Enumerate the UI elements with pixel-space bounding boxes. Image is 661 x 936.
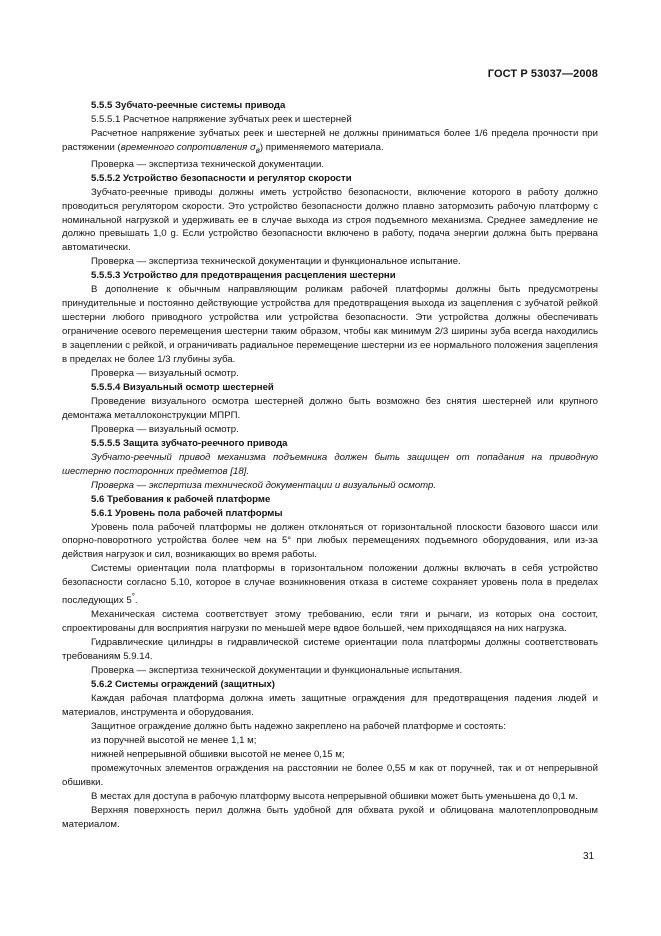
- check-note: Проверка — визуальный осмотр.: [91, 368, 239, 380]
- heading-5-6-1: 5.6.1 Уровень пола рабочей платформы: [91, 507, 283, 519]
- list-item: из поручней высотой не менее 1,1 м;: [91, 734, 257, 746]
- check-note: Проверка — визуальный осмотр.: [91, 423, 239, 435]
- paragraph: Механическая система соответствует этому требованию, если тяги и рычаги, из которых она состоит, спроектированы для восприятия нагрузки по меньшей мере вдвое большей, чем приходящаяся на них нагрузка.: [62, 609, 598, 635]
- paragraph: Зубчато-реечный привод механизма подъемника должен быть защищен от попадания на приводную шестерню посторонних предметов [18].: [62, 451, 598, 477]
- list-item: промежуточных элементов ограждения на расстоянии не более 0,55 м как от поручней, так и от непрерывной обшивки.: [62, 762, 598, 788]
- paragraph: Защитное ограждение должно быть надежно закреплено на рабочей платформе и состоять:: [91, 721, 506, 733]
- paragraph: Зубчато-реечные приводы должны иметь устройство безопасности, включение которого в работу должно проводиться регулятором скорости. Это устройство безопасности должно плавно затормозить рабочую платформу с номинальной нагрузкой и удерживать ее в случае выхода из строя подъемного механизма. Среднее замедление не должно превышать 1,0 g. Если устройство безопасности включено в работу, подача энергии должна быть прервана автоматически.: [62, 186, 598, 254]
- paragraph: Расчетное напряжение зубчатых реек и шестерней не должны приниматься более 1/6 предела прочности при растяжении (временного сопротивления $\sigma_в$) применяемого материала.: [62, 127, 598, 155]
- paragraph: В дополнение к обычным направляющим роликам рабочей платформы должны быть предусмотрены принудительные и постоянно действующие устройства для предотвращения выхода из зацепления с зубчатой рейкой шестерни любого приводного устройства или устройства безопасности. Эти устройства должны обеспечивать ограничение осевого перемещения шестерни таким образом, чтобы как минимум 2/3 ширины зуба всегда находились в зацеплении с рейкой, и ограничивать радиальное перемещение шестерни из ее нормального положения зацепления в пределах не более 1/3 глубины зуба.: [62, 284, 598, 366]
- check-note: Проверка — экспертиза технической документации.: [91, 158, 325, 170]
- paragraph: В местах для доступа в рабочую платформу высота непрерывной обшивки может быть уменьшена до 0,1 м.: [91, 790, 578, 802]
- heading-5-5-5-2: 5.5.5.2 Устройство безопасности и регулятор скорости: [91, 172, 352, 184]
- check-note: Проверка — экспертиза технической документации и функциональные испытания.: [91, 665, 463, 677]
- paragraph: Верхняя поверхность перил должна быть удобной для обхвата рукой и облицована малотеплопроводным материалом.: [62, 804, 598, 830]
- check-note: Проверка — экспертиза технической документации и функциональное испытание.: [91, 256, 461, 268]
- heading-5-6-2: 5.6.2 Системы ограждений (защитных): [91, 679, 275, 691]
- heading-5-5-5-4: 5.5.5.4 Визуальный осмотр шестерней: [91, 381, 274, 393]
- heading-5-5-5-3: 5.5.5.3 Устройство для предотвращения расцепления шестерни: [91, 270, 396, 282]
- paragraph: Проведение визуального осмотра шестерней должно быть возможно без снятия шестерней или крупного демонтажа металлоконструкции МПРП.: [62, 395, 598, 421]
- subheading-5-5-5-1: 5.5.5.1 Расчетное напряжение зубчатых реек и шестерней: [91, 113, 352, 125]
- paragraph: Уровень пола рабочей платформы не должен отклоняться от горизонтальной плоскости базового шасси или опорно-поворотного устройства более чем на 5° при любых перемещениях подъемного оборудования, или из-за действия нагрузок и сил, возникающих во время работы.: [62, 521, 598, 561]
- page-number: 31: [583, 851, 595, 862]
- heading-5-5-5: 5.5.5 Зубчато-реечные системы привода: [91, 100, 286, 111]
- paragraph: Системы ориентации пола платформы в горизонтальном положении должны включать в себя устройство безопасности согласно 5.10, которое в случае возникновения отказа в системе сохраняет уровень пола в пределах последующих 5°.: [62, 563, 598, 607]
- paragraph: Каждая рабочая платформа должна иметь защитные ограждения для предотвращения падения людей и материалов, инструмента и оборудования.: [62, 693, 598, 719]
- heading-5-6: 5.6 Требования к рабочей платформе: [91, 493, 271, 505]
- list-item: нижней непрерывной обшивки высотой не менее 0,15 м;: [91, 748, 345, 760]
- body-text: [62, 99, 598, 832]
- check-note: Проверка — экспертиза технической документации и визуальный осмотр.: [91, 479, 437, 491]
- standard-designation: ГОСТ Р 53037—2008: [487, 68, 598, 80]
- paragraph: Гидравлические цилиндры в гидравлической системе ориентации пола платформы должны соответствовать требованиям 5.9.14.: [62, 637, 598, 663]
- heading-5-5-5-5: 5.5.5.5 Защита зубчато-реечного привода: [91, 437, 288, 449]
